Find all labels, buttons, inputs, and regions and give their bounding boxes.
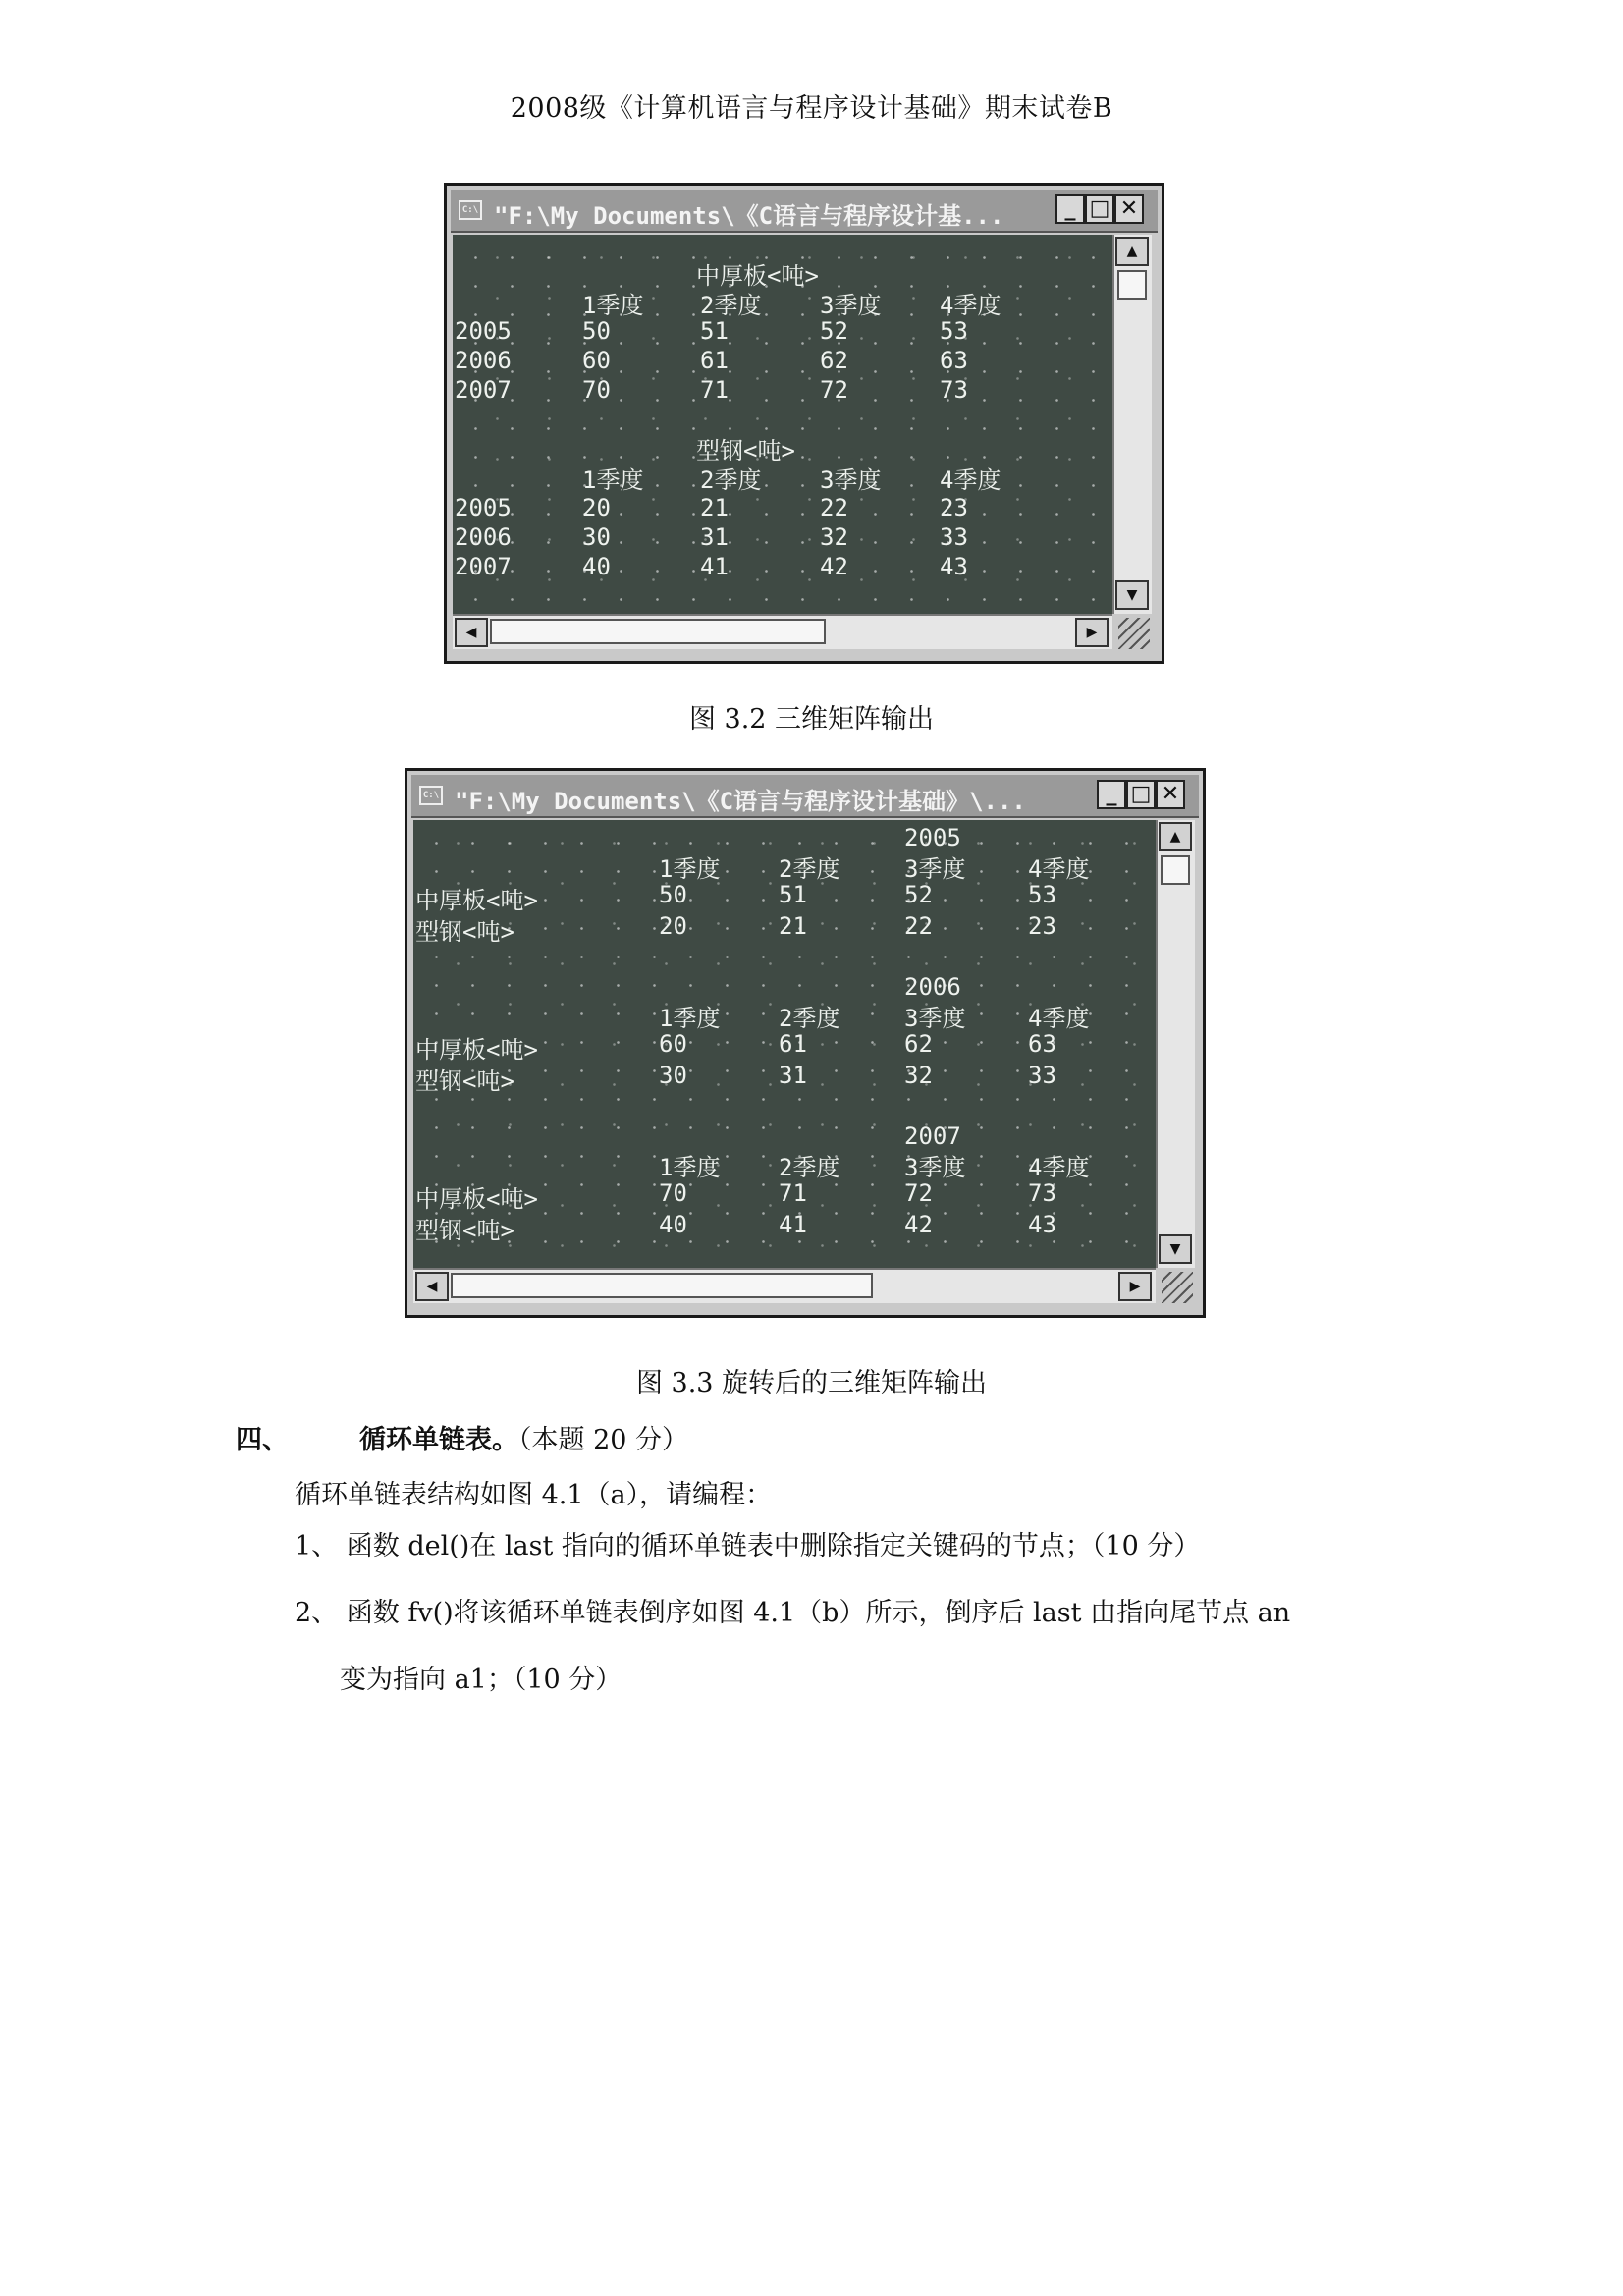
cell-value: 60 (659, 1030, 687, 1058)
row-label: 2007 (455, 553, 512, 580)
console-window-fig-3-3 (405, 768, 1206, 1318)
section-intro: 循环单链表结构如图 4.1（a），请编程： (295, 1480, 773, 1510)
column-header: 4季度 (940, 292, 1001, 319)
row-label: 2005 (455, 494, 512, 521)
cell-value: 31 (779, 1062, 807, 1089)
cell-value: 42 (820, 553, 848, 580)
cell-value: 43 (940, 553, 968, 580)
section-title: 循环单链表。 (359, 1425, 518, 1455)
column-header: 3季度 (904, 855, 966, 883)
column-header: 1季度 (582, 292, 644, 319)
cell-value: 53 (940, 317, 968, 345)
column-header: 2季度 (779, 1005, 840, 1032)
cell-value: 20 (582, 494, 611, 521)
column-header: 2季度 (700, 292, 762, 319)
horizontal-scrollbar[interactable] (453, 614, 1112, 649)
scroll-up-button[interactable] (1115, 237, 1149, 266)
vertical-scrollbar[interactable] (1156, 820, 1195, 1268)
row-label: 中厚板<吨> (415, 1036, 538, 1064)
console-icon: C:\ (459, 200, 482, 220)
cell-value: 71 (779, 1179, 807, 1207)
cell-value: 22 (904, 912, 933, 940)
vertical-scrollbar[interactable] (1112, 235, 1152, 614)
row-label: 中厚板<吨> (415, 887, 538, 914)
cell-value: 43 (1028, 1211, 1056, 1238)
question-item-2-line-1: 2、 函数 fv()将该循环单链表倒序如图 4.1（b）所示，倒序后 last 由指向尾节点 an (295, 1598, 1291, 1628)
cell-value: 62 (820, 347, 848, 374)
arrow-up-icon: ▲ (1169, 829, 1181, 845)
row-label: 型钢<吨> (415, 1067, 514, 1095)
minimize-icon: _ (1106, 782, 1117, 806)
resize-grip-icon[interactable] (1118, 618, 1150, 649)
column-header: 2季度 (700, 466, 762, 494)
scroll-thumb[interactable] (1161, 855, 1190, 885)
cell-value: 61 (700, 347, 729, 374)
close-icon: ✕ (1119, 196, 1139, 221)
cell-value: 41 (700, 553, 729, 580)
cell-value: 32 (904, 1062, 933, 1089)
row-label: 2006 (455, 523, 512, 551)
cell-value: 52 (904, 881, 933, 908)
cell-value: 32 (820, 523, 848, 551)
column-header: 4季度 (1028, 855, 1090, 883)
window-title: "F:\My Documents\《C语言与程序设计基础》\... (455, 788, 1026, 815)
row-label: 中厚板<吨> (415, 1185, 538, 1213)
column-header: 4季度 (1028, 1154, 1090, 1181)
arrow-down-icon: ▼ (1126, 587, 1138, 603)
row-label: 2006 (455, 347, 512, 374)
column-header: 4季度 (1028, 1005, 1090, 1032)
cell-value: 72 (820, 376, 848, 404)
cell-value: 30 (582, 523, 611, 551)
minimize-icon: _ (1064, 196, 1076, 221)
cell-value: 33 (940, 523, 968, 551)
maximize-icon: □ (1130, 782, 1152, 806)
cell-value: 62 (904, 1030, 933, 1058)
resize-grip-icon[interactable] (1162, 1272, 1193, 1303)
maximize-icon: □ (1089, 196, 1110, 221)
close-icon: ✕ (1161, 782, 1180, 806)
minimize-button[interactable] (1097, 780, 1126, 809)
block-heading: 2006 (904, 973, 961, 1001)
cell-value: 40 (582, 553, 611, 580)
window-titlebar[interactable] (411, 775, 1199, 818)
cell-value: 73 (1028, 1179, 1056, 1207)
scroll-down-button[interactable] (1159, 1234, 1192, 1264)
horizontal-scrollbar[interactable] (413, 1268, 1156, 1303)
column-header: 4季度 (940, 466, 1001, 494)
cell-value: 71 (700, 376, 729, 404)
page-header: 2008级《计算机语言与程序设计基础》期末试卷B (510, 93, 1113, 124)
window-title: "F:\My Documents\《C语言与程序设计基... (494, 202, 1004, 230)
cell-value: 73 (940, 376, 968, 404)
cell-value: 21 (779, 912, 807, 940)
column-header: 1季度 (582, 466, 644, 494)
maximize-button[interactable] (1085, 194, 1114, 224)
column-header: 1季度 (659, 1005, 721, 1032)
scroll-right-button[interactable] (1118, 1272, 1152, 1301)
scroll-thumb[interactable] (1117, 270, 1147, 300)
console-output (453, 235, 1112, 614)
cell-value: 41 (779, 1211, 807, 1238)
console-icon: C:\ (419, 786, 443, 805)
cell-value: 70 (582, 376, 611, 404)
column-header: 3季度 (904, 1005, 966, 1032)
cell-value: 21 (700, 494, 729, 521)
scroll-thumb[interactable] (490, 619, 826, 644)
cell-value: 60 (582, 347, 611, 374)
console-window-fig-3-2 (444, 183, 1164, 664)
cell-value: 52 (820, 317, 848, 345)
cell-value: 33 (1028, 1062, 1056, 1089)
maximize-button[interactable] (1126, 780, 1156, 809)
cell-value: 50 (659, 881, 687, 908)
column-header: 2季度 (779, 1154, 840, 1181)
column-header: 3季度 (904, 1154, 966, 1181)
cell-value: 20 (659, 912, 687, 940)
question-item-1: 1、 函数 del()在 last 指向的循环单链表中删除指定关键码的节点；（10 分） (295, 1531, 1201, 1561)
cell-value: 42 (904, 1211, 933, 1238)
figure-caption: 图 3.3 旋转后的三维矩阵输出 (635, 1368, 988, 1398)
arrow-left-icon: ◀ (426, 1279, 438, 1294)
cell-value: 63 (1028, 1030, 1056, 1058)
row-label: 2007 (455, 376, 512, 404)
console-output (413, 820, 1156, 1268)
cell-value: 40 (659, 1211, 687, 1238)
cell-value: 70 (659, 1179, 687, 1207)
scroll-thumb[interactable] (451, 1273, 873, 1298)
cell-value: 31 (700, 523, 729, 551)
cell-value: 50 (582, 317, 611, 345)
cell-value: 61 (779, 1030, 807, 1058)
scroll-up-button[interactable] (1159, 822, 1192, 851)
section-number: 四、 (236, 1425, 289, 1455)
block-heading: 2007 (904, 1122, 961, 1150)
column-header: 3季度 (820, 292, 882, 319)
cell-value: 63 (940, 347, 968, 374)
block-heading: 型钢<吨> (696, 437, 795, 465)
window-titlebar[interactable] (451, 190, 1158, 233)
section-points: （本题 20 分） (518, 1425, 689, 1455)
section-heading (236, 1418, 688, 1456)
scroll-down-button[interactable] (1115, 580, 1149, 610)
cell-value: 23 (940, 494, 968, 521)
cell-value: 30 (659, 1062, 687, 1089)
figure-caption: 图 3.2 三维矩阵输出 (688, 704, 935, 735)
cell-value: 72 (904, 1179, 933, 1207)
block-heading: 中厚板<吨> (696, 262, 819, 290)
scroll-right-button[interactable] (1075, 618, 1109, 647)
column-header: 3季度 (820, 466, 882, 494)
cell-value: 23 (1028, 912, 1056, 940)
arrow-right-icon: ▶ (1086, 625, 1098, 640)
cell-value: 51 (700, 317, 729, 345)
row-label: 型钢<吨> (415, 1217, 514, 1244)
arrow-left-icon: ◀ (465, 625, 477, 640)
cell-value: 51 (779, 881, 807, 908)
column-header: 2季度 (779, 855, 840, 883)
column-header: 1季度 (659, 855, 721, 883)
close-button[interactable] (1114, 194, 1144, 224)
question-item-2-line-2: 变为指向 a1；（10 分） (340, 1665, 622, 1695)
scroll-left-button[interactable] (455, 618, 488, 647)
row-label: 2005 (455, 317, 512, 345)
arrow-down-icon: ▼ (1169, 1241, 1181, 1257)
cell-value: 53 (1028, 881, 1056, 908)
column-header: 1季度 (659, 1154, 721, 1181)
minimize-button[interactable] (1055, 194, 1085, 224)
close-button[interactable] (1156, 780, 1185, 809)
block-heading: 2005 (904, 824, 961, 851)
arrow-right-icon: ▶ (1129, 1279, 1141, 1294)
arrow-up-icon: ▲ (1126, 244, 1138, 259)
scroll-left-button[interactable] (415, 1272, 449, 1301)
cell-value: 22 (820, 494, 848, 521)
row-label: 型钢<吨> (415, 918, 514, 946)
